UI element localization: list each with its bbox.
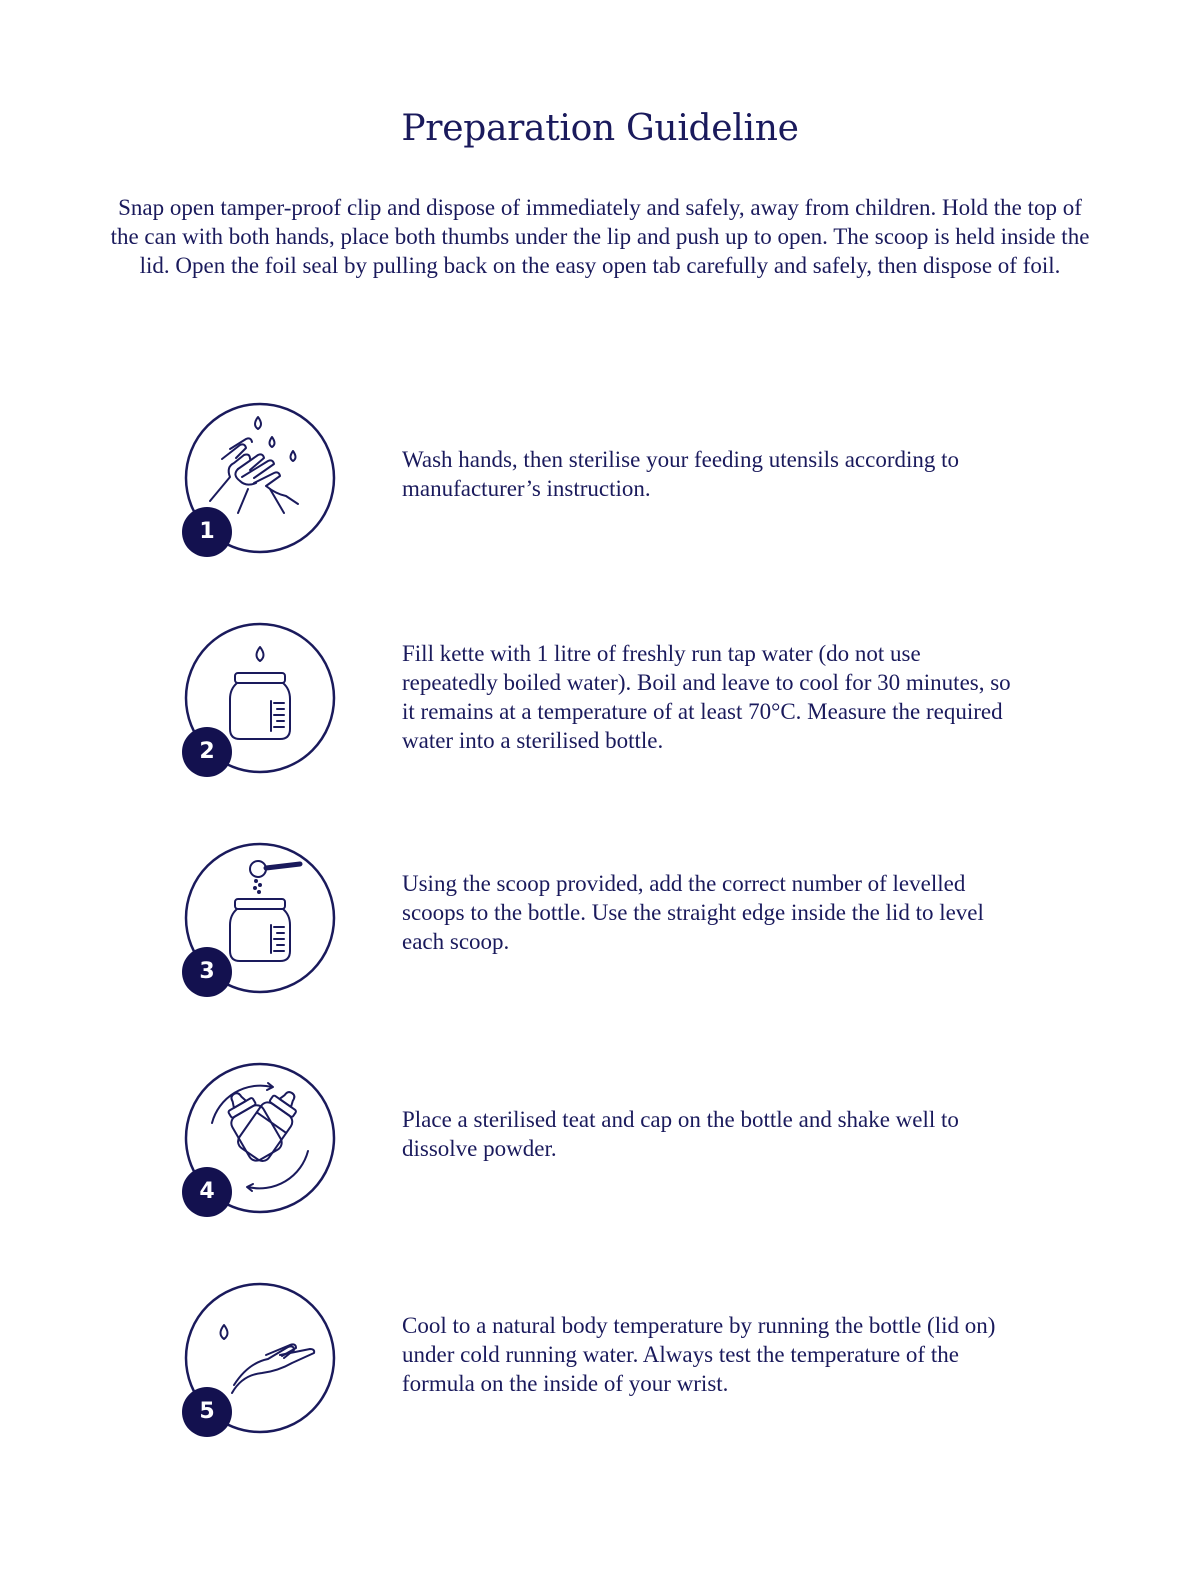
step-5	[0, 1281, 1200, 1441]
step-5-icon-circle	[182, 1281, 338, 1437]
step-5-text: Cool to a natural body temperature by running the bottle (lid on) under cold running water. Always test the temperature of the formula on the inside of your wrist.	[402, 1313, 996, 1396]
step-2-text: Fill kette with 1 litre of freshly run tap water (do not use repeatedly boiled water). Boil and leave to cool for 30 minutes, so it remains at a temperature of at least 70°C. Measure the required water into a sterilised bottle.	[402, 641, 1011, 753]
page-title: Preparation Guideline	[401, 108, 799, 149]
step-2	[0, 621, 1200, 781]
step-4-badge: 4	[182, 1167, 232, 1217]
step-2-badge: 2	[182, 727, 232, 777]
step-4	[0, 1061, 1200, 1221]
step-4-text: Place a sterilised teat and cap on the bottle and shake well to dissolve powder.	[402, 1107, 959, 1161]
step-4-icon-circle	[182, 1061, 338, 1217]
step-5-badge: 5	[182, 1387, 232, 1437]
step-3-icon-circle	[182, 841, 338, 997]
step-1-text: Wash hands, then sterilise your feeding utensils according to manufacturer’s instruction.	[402, 447, 960, 501]
intro-paragraph: Snap open tamper-proof clip and dispose of immediately and safely, away from children. Hold the top of the can with both hands, place both thumbs under the lip and push up to open. The scoop is held inside the lid. Open the foil seal by pulling back on the easy open tab carefully and safely, then dispose of foil.	[110, 195, 1090, 278]
step-3	[0, 841, 1200, 1001]
step-1	[0, 401, 1200, 561]
step-1-icon-circle	[182, 401, 338, 557]
step-3-text: Using the scoop provided, add the correct number of levelled scoops to the bottle. Use the straight edge inside the lid to level each scoop.	[402, 871, 984, 954]
step-2-icon-circle	[182, 621, 338, 777]
step-1-badge: 1	[182, 507, 232, 557]
step-3-badge: 3	[182, 947, 232, 997]
